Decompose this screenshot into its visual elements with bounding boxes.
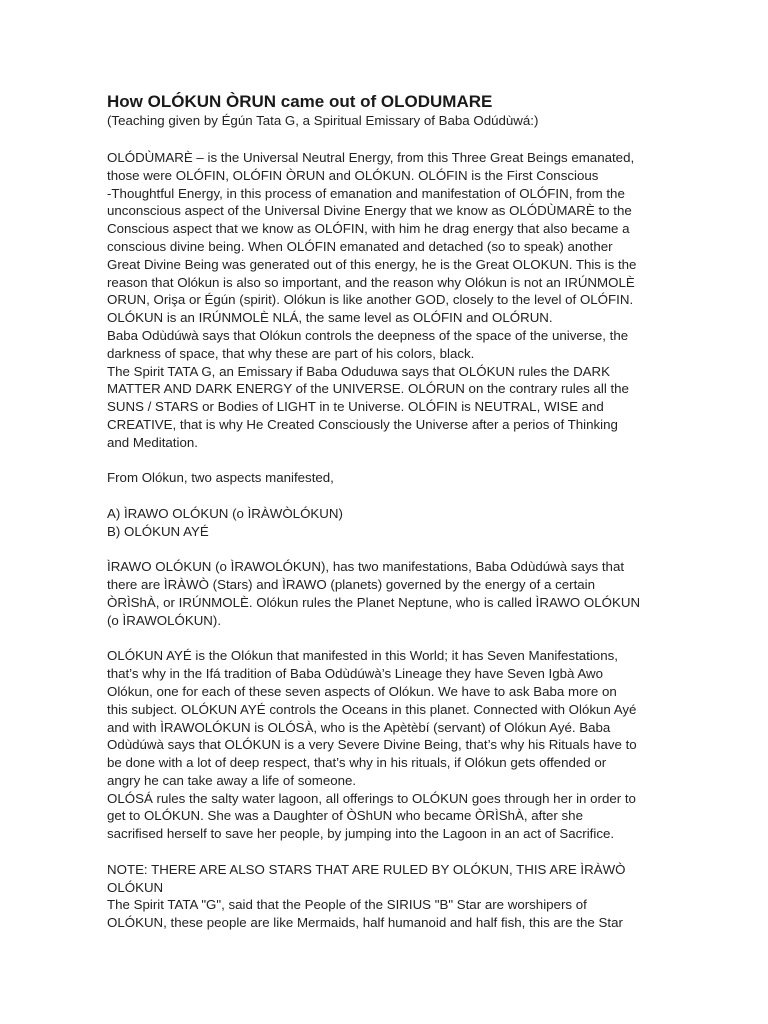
document-page bbox=[107, 92, 659, 932]
document-title: How OLÓKUN ÒRUN came out of OLODUMARE bbox=[107, 92, 493, 111]
paragraph-note-stars: NOTE: THERE ARE ALSO STARS THAT ARE RULED BY OLÓKUN, THIS ARE ÌRÀWÒ OLÓKUN The Spirit TATA "G", said that the People of the SIRIUS "B" Star are worshipers of OLÓKUN, these people are like Mermaids, half humanoid and half fish, this are the Star bbox=[107, 861, 626, 931]
paragraph-olodumare: OLÓDÙMARÈ – is the Universal Neutral Energy, from this Three Great Beings emanated, those were OLÓFIN, OLÓFIN ÒRUN and OLÓKUN. OLÓFIN is the First Conscious -Thoughtful Energy, in this process of emanation and manifestation of OLÓFIN, from the unconscious aspect of the Universal Divine Energy that we know as OLÓDÙMARÈ to the Conscious aspect that we know as OLÓFIN, with him he drag energy that also became a conscious divine being. When OLÓFIN emanated and detached (so to speak) another Great Divine Being was generated out of this energy, he is the Great OLOKUN. This is the reason that Olókun is also so important, and the reason why Olókun is not an IRÚNMOLÈ ORUN, Orişa or Égún (spirit). Olókun is like another GOD, closely to the level of OLÓFIN. OLÓKUN is an IRÚNMOLÈ NLÁ, the same level as OLÓFIN and OLÓRUN. Baba Odùdúwà says that Olókun controls the deepness of the space of the universe, the darkness of space, that why these are part of his colors, black. The Spirit TATA G, an Emissary if Baba Oduduwa says that OLÓKUN rules the DARK MATTER AND DARK ENERGY of the UNIVERSE. OLÓRUN on the contrary rules all the SUNS / STARS or Bodies of LIGHT in te Universe. OLÓFIN is NEUTRAL, WISE and CREATIVE, that is why He Created Consciously the Universe after a perios of Thinking and Meditation. bbox=[107, 150, 637, 450]
paragraph-olokun-aye: OLÓKUN AYÉ is the Olókun that manifested in this World; it has Seven Manifestations, that’s why in the Ifá tradition of Baba Odùdúwà’s Lineage they have Seven Igbà Awo Olókun, one for each of these seven aspects of Olókun. We have to ask Baba more on this subject. OLÓKUN AYÉ controls the Oceans in this planet. Connected with Olókun Ayé and with ÌRAWOLÓKUN is OLÓSÀ, who is the Apètèbí (servant) of Olókun Ayé. Baba Odùdúwà says that OLÓKUN is a very Severe Divine Being, that’s why his Rituals have to be done with a lot of deep respect, that’s why in his rituals, if Olókun gets offended or angry he can take away a life of someone. OLÓSÁ rules the salty water lagoon, all offerings to OLÓKUN goes through her in order to get to OLÓKUN. She was a Daughter of ÒShUN who became ÒRÌShÀ, after she sacrifised herself to save her people, by jumping into the Lagoon in an act of Sacrifice. bbox=[107, 648, 637, 842]
paragraph-two-aspects: From Olókun, two aspects manifested, bbox=[107, 470, 334, 486]
document-subtitle: (Teaching given by Égún Tata G, a Spiritual Emissary of Baba Odúdùwá:) bbox=[107, 113, 539, 128]
paragraph-irawo-olokun: ÌRAWO OLÓKUN (o ÌRAWOLÓKUN), has two manifestations, Baba Odùdúwà says that there are ÌRÀWÒ (Stars) and ÌRAWO (planets) governed by the energy of a certain ÒRÌShÀ, or IRÚNMOLÈ. Olókun rules the Planet Neptune, who is called ÌRAWO OLÓKUN (o ÌRAWOLÓKUN). bbox=[107, 559, 641, 628]
paragraph-aspects-list: A) ÌRAWO OLÓKUN (o ÌRÀWÒLÓKUN) B) OLÓKUN AYÉ bbox=[107, 505, 343, 539]
